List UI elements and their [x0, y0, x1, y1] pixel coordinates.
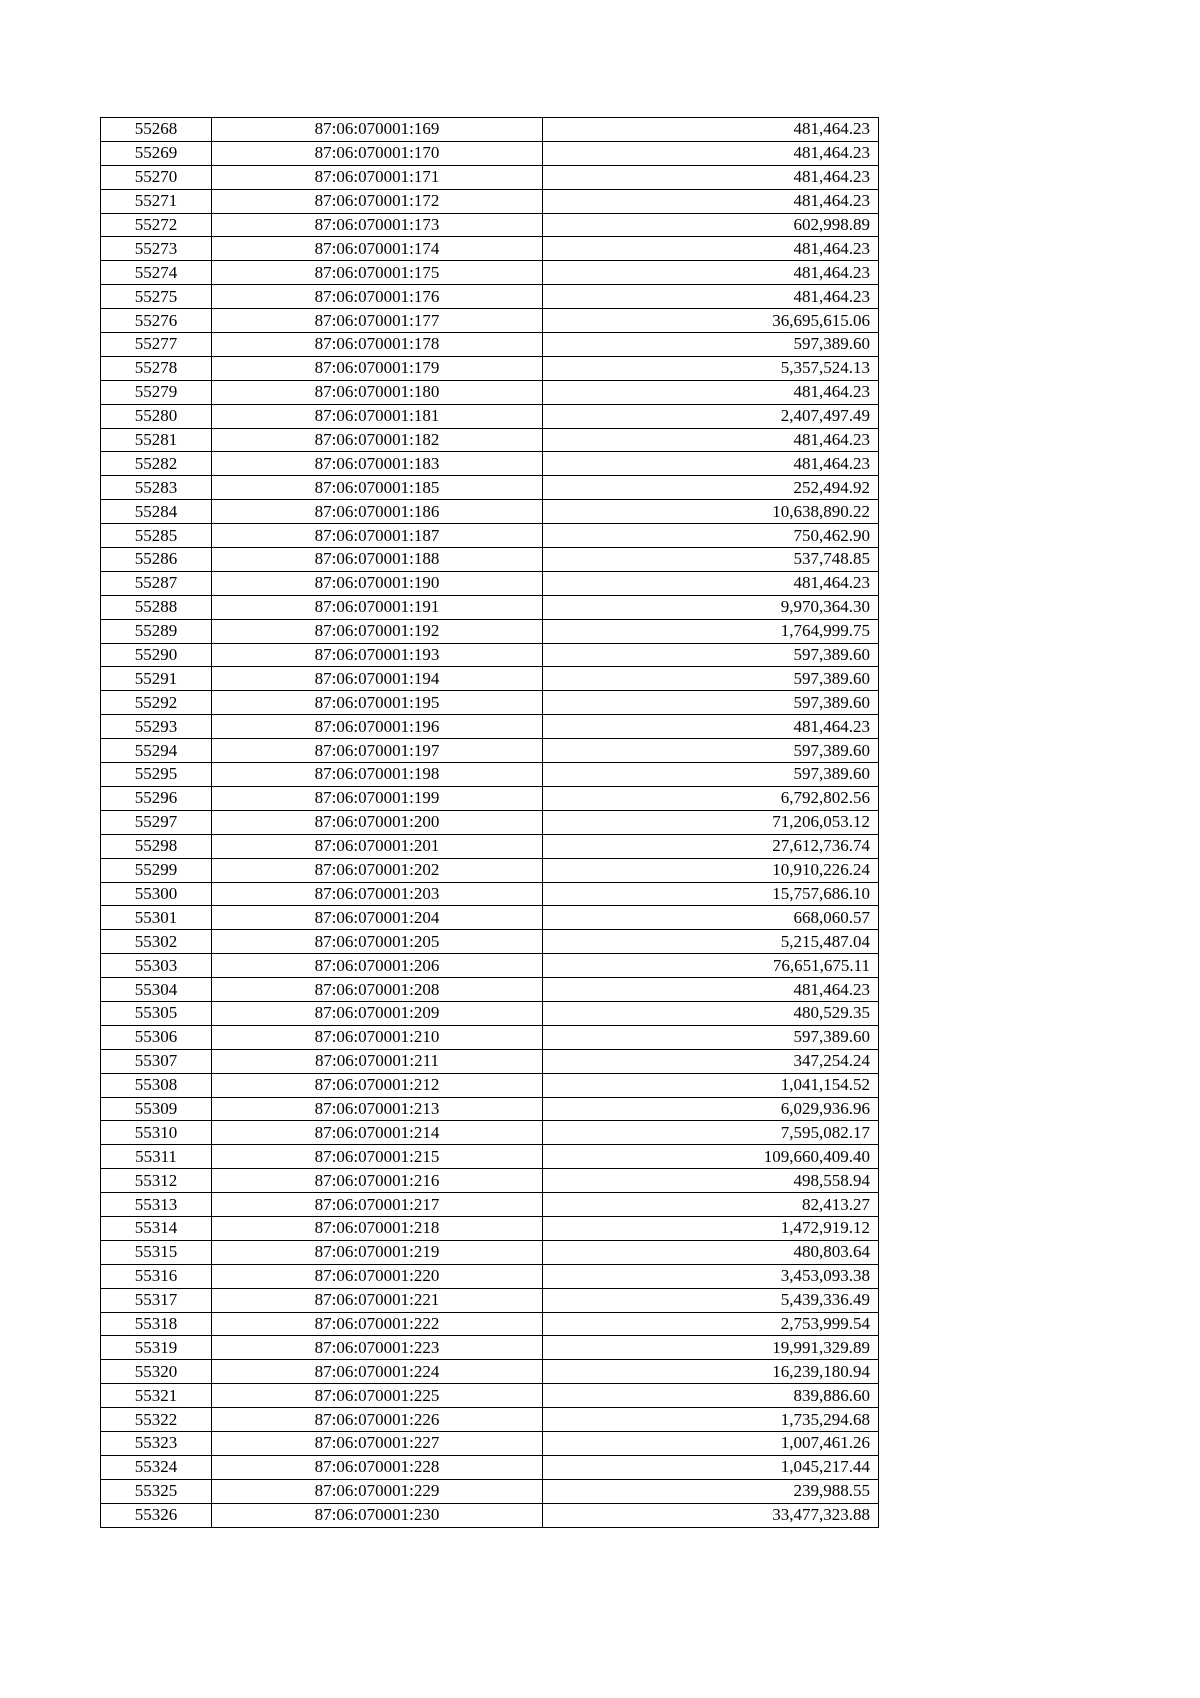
- row-number-cell: 55317: [101, 1288, 212, 1312]
- row-number-cell: 55285: [101, 524, 212, 548]
- value-cell: 5,215,487.04: [543, 930, 879, 954]
- value-cell: 1,764,999.75: [543, 619, 879, 643]
- cadastral-number-cell: 87:06:070001:227: [212, 1431, 543, 1455]
- table-row: [101, 309, 879, 333]
- value-cell: 597,389.60: [543, 643, 879, 667]
- table-row: [101, 1193, 879, 1217]
- cadastral-number-cell: 87:06:070001:195: [212, 691, 543, 715]
- value-cell: 481,464.23: [543, 452, 879, 476]
- row-number-cell: 55276: [101, 309, 212, 333]
- value-cell: 36,695,615.06: [543, 309, 879, 333]
- value-cell: 76,651,675.11: [543, 954, 879, 978]
- row-number-cell: 55271: [101, 189, 212, 213]
- value-cell: 839,886.60: [543, 1384, 879, 1408]
- table-row: [101, 834, 879, 858]
- cadastral-number-cell: 87:06:070001:209: [212, 1001, 543, 1025]
- table-row: [101, 1384, 879, 1408]
- cadastral-number-cell: 87:06:070001:230: [212, 1503, 543, 1527]
- cadastral-number-cell: 87:06:070001:216: [212, 1169, 543, 1193]
- cadastral-number-cell: 87:06:070001:190: [212, 571, 543, 595]
- value-cell: 10,638,890.22: [543, 500, 879, 524]
- cadastral-number-cell: 87:06:070001:203: [212, 882, 543, 906]
- table-row: [101, 237, 879, 261]
- value-cell: 480,529.35: [543, 1001, 879, 1025]
- value-cell: 597,389.60: [543, 739, 879, 763]
- value-cell: 481,464.23: [543, 571, 879, 595]
- row-number-cell: 55290: [101, 643, 212, 667]
- table-row: [101, 452, 879, 476]
- row-number-cell: 55312: [101, 1169, 212, 1193]
- row-number-cell: 55322: [101, 1408, 212, 1432]
- row-number-cell: 55292: [101, 691, 212, 715]
- table-row: [101, 118, 879, 142]
- row-number-cell: 55288: [101, 595, 212, 619]
- row-number-cell: 55325: [101, 1479, 212, 1503]
- cadastral-number-cell: 87:06:070001:224: [212, 1360, 543, 1384]
- table-row: [101, 1216, 879, 1240]
- table-row: [101, 1455, 879, 1479]
- table-row: [101, 1145, 879, 1169]
- value-cell: 239,988.55: [543, 1479, 879, 1503]
- value-cell: 2,407,497.49: [543, 404, 879, 428]
- row-number-cell: 55296: [101, 786, 212, 810]
- value-cell: 1,007,461.26: [543, 1431, 879, 1455]
- value-cell: 481,464.23: [543, 261, 879, 285]
- value-cell: 1,472,919.12: [543, 1216, 879, 1240]
- value-cell: 6,792,802.56: [543, 786, 879, 810]
- data-table: [100, 117, 879, 1528]
- cadastral-number-cell: 87:06:070001:201: [212, 834, 543, 858]
- table-row: [101, 1001, 879, 1025]
- cadastral-number-cell: 87:06:070001:169: [212, 118, 543, 142]
- value-cell: 5,357,524.13: [543, 356, 879, 380]
- table-row: [101, 954, 879, 978]
- table-row: [101, 595, 879, 619]
- row-number-cell: 55326: [101, 1503, 212, 1527]
- value-cell: 27,612,736.74: [543, 834, 879, 858]
- cadastral-number-cell: 87:06:070001:214: [212, 1121, 543, 1145]
- row-number-cell: 55314: [101, 1216, 212, 1240]
- value-cell: 597,389.60: [543, 667, 879, 691]
- row-number-cell: 55289: [101, 619, 212, 643]
- value-cell: 481,464.23: [543, 428, 879, 452]
- row-number-cell: 55321: [101, 1384, 212, 1408]
- table-row: [101, 548, 879, 572]
- cadastral-number-cell: 87:06:070001:192: [212, 619, 543, 643]
- cadastral-number-cell: 87:06:070001:181: [212, 404, 543, 428]
- table-row: [101, 1073, 879, 1097]
- row-number-cell: 55287: [101, 571, 212, 595]
- cadastral-number-cell: 87:06:070001:229: [212, 1479, 543, 1503]
- value-cell: 15,757,686.10: [543, 882, 879, 906]
- cadastral-number-cell: 87:06:070001:210: [212, 1025, 543, 1049]
- value-cell: 750,462.90: [543, 524, 879, 548]
- row-number-cell: 55324: [101, 1455, 212, 1479]
- row-number-cell: 55269: [101, 141, 212, 165]
- value-cell: 5,439,336.49: [543, 1288, 879, 1312]
- value-cell: 481,464.23: [543, 118, 879, 142]
- table-row: [101, 715, 879, 739]
- table-row: [101, 1503, 879, 1527]
- table-row: [101, 285, 879, 309]
- table-row: [101, 858, 879, 882]
- table-row: [101, 1431, 879, 1455]
- cadastral-number-cell: 87:06:070001:215: [212, 1145, 543, 1169]
- value-cell: 668,060.57: [543, 906, 879, 930]
- cadastral-number-cell: 87:06:070001:194: [212, 667, 543, 691]
- table-row: [101, 1360, 879, 1384]
- table-row: [101, 524, 879, 548]
- cadastral-number-cell: 87:06:070001:220: [212, 1264, 543, 1288]
- row-number-cell: 55306: [101, 1025, 212, 1049]
- table-row: [101, 930, 879, 954]
- row-number-cell: 55304: [101, 978, 212, 1002]
- cadastral-number-cell: 87:06:070001:198: [212, 763, 543, 787]
- value-cell: 6,029,936.96: [543, 1097, 879, 1121]
- table-row: [101, 333, 879, 357]
- row-number-cell: 55286: [101, 548, 212, 572]
- cadastral-number-cell: 87:06:070001:185: [212, 476, 543, 500]
- row-number-cell: 55308: [101, 1073, 212, 1097]
- row-number-cell: 55316: [101, 1264, 212, 1288]
- cadastral-number-cell: 87:06:070001:205: [212, 930, 543, 954]
- table-row: [101, 691, 879, 715]
- table-row: [101, 1240, 879, 1264]
- cadastral-number-cell: 87:06:070001:219: [212, 1240, 543, 1264]
- cadastral-number-cell: 87:06:070001:177: [212, 309, 543, 333]
- table-row: [101, 165, 879, 189]
- table-row: [101, 906, 879, 930]
- cadastral-number-cell: 87:06:070001:217: [212, 1193, 543, 1217]
- cadastral-number-cell: 87:06:070001:191: [212, 595, 543, 619]
- cadastral-number-cell: 87:06:070001:173: [212, 213, 543, 237]
- cadastral-number-cell: 87:06:070001:180: [212, 380, 543, 404]
- table-row: [101, 763, 879, 787]
- row-number-cell: 55319: [101, 1336, 212, 1360]
- cadastral-number-cell: 87:06:070001:178: [212, 333, 543, 357]
- cadastral-number-cell: 87:06:070001:221: [212, 1288, 543, 1312]
- row-number-cell: 55298: [101, 834, 212, 858]
- row-number-cell: 55275: [101, 285, 212, 309]
- row-number-cell: 55295: [101, 763, 212, 787]
- value-cell: 481,464.23: [543, 978, 879, 1002]
- row-number-cell: 55309: [101, 1097, 212, 1121]
- row-number-cell: 55320: [101, 1360, 212, 1384]
- table-row: [101, 1336, 879, 1360]
- value-cell: 481,464.23: [543, 715, 879, 739]
- row-number-cell: 55270: [101, 165, 212, 189]
- cadastral-number-cell: 87:06:070001:182: [212, 428, 543, 452]
- row-number-cell: 55300: [101, 882, 212, 906]
- row-number-cell: 55281: [101, 428, 212, 452]
- table-row: [101, 1312, 879, 1336]
- value-cell: 597,389.60: [543, 1025, 879, 1049]
- table-row: [101, 667, 879, 691]
- row-number-cell: 55305: [101, 1001, 212, 1025]
- table-row: [101, 141, 879, 165]
- table-row: [101, 978, 879, 1002]
- value-cell: 3,453,093.38: [543, 1264, 879, 1288]
- table-row: [101, 356, 879, 380]
- cadastral-number-cell: 87:06:070001:225: [212, 1384, 543, 1408]
- cadastral-number-cell: 87:06:070001:206: [212, 954, 543, 978]
- table-row: [101, 428, 879, 452]
- cadastral-number-cell: 87:06:070001:193: [212, 643, 543, 667]
- value-cell: 602,998.89: [543, 213, 879, 237]
- row-number-cell: 55299: [101, 858, 212, 882]
- value-cell: 2,753,999.54: [543, 1312, 879, 1336]
- cadastral-number-cell: 87:06:070001:170: [212, 141, 543, 165]
- table-row: [101, 261, 879, 285]
- row-number-cell: 55268: [101, 118, 212, 142]
- row-number-cell: 55323: [101, 1431, 212, 1455]
- cadastral-number-cell: 87:06:070001:174: [212, 237, 543, 261]
- row-number-cell: 55272: [101, 213, 212, 237]
- row-number-cell: 55303: [101, 954, 212, 978]
- value-cell: 481,464.23: [543, 380, 879, 404]
- cadastral-number-cell: 87:06:070001:183: [212, 452, 543, 476]
- value-cell: 19,991,329.89: [543, 1336, 879, 1360]
- table-row: [101, 1049, 879, 1073]
- cadastral-number-cell: 87:06:070001:213: [212, 1097, 543, 1121]
- value-cell: 1,045,217.44: [543, 1455, 879, 1479]
- table-row: [101, 189, 879, 213]
- cadastral-number-cell: 87:06:070001:211: [212, 1049, 543, 1073]
- table-row: [101, 1121, 879, 1145]
- value-cell: 33,477,323.88: [543, 1503, 879, 1527]
- table-row: [101, 404, 879, 428]
- row-number-cell: 55315: [101, 1240, 212, 1264]
- row-number-cell: 55278: [101, 356, 212, 380]
- row-number-cell: 55297: [101, 810, 212, 834]
- table-body: [101, 118, 879, 1528]
- value-cell: 7,595,082.17: [543, 1121, 879, 1145]
- value-cell: 252,494.92: [543, 476, 879, 500]
- cadastral-number-cell: 87:06:070001:171: [212, 165, 543, 189]
- row-number-cell: 55273: [101, 237, 212, 261]
- row-number-cell: 55311: [101, 1145, 212, 1169]
- cadastral-number-cell: 87:06:070001:197: [212, 739, 543, 763]
- value-cell: 82,413.27: [543, 1193, 879, 1217]
- cadastral-number-cell: 87:06:070001:200: [212, 810, 543, 834]
- table-row: [101, 739, 879, 763]
- table-row: [101, 1264, 879, 1288]
- value-cell: 597,389.60: [543, 333, 879, 357]
- table-row: [101, 571, 879, 595]
- value-cell: 597,389.60: [543, 691, 879, 715]
- value-cell: 10,910,226.24: [543, 858, 879, 882]
- cadastral-number-cell: 87:06:070001:176: [212, 285, 543, 309]
- row-number-cell: 55293: [101, 715, 212, 739]
- value-cell: 1,735,294.68: [543, 1408, 879, 1432]
- table-row: [101, 1169, 879, 1193]
- table-row: [101, 500, 879, 524]
- cadastral-number-cell: 87:06:070001:175: [212, 261, 543, 285]
- cadastral-number-cell: 87:06:070001:226: [212, 1408, 543, 1432]
- row-number-cell: 55301: [101, 906, 212, 930]
- cadastral-number-cell: 87:06:070001:199: [212, 786, 543, 810]
- table-row: [101, 882, 879, 906]
- table-row: [101, 1025, 879, 1049]
- cadastral-number-cell: 87:06:070001:223: [212, 1336, 543, 1360]
- value-cell: 481,464.23: [543, 141, 879, 165]
- table-row: [101, 786, 879, 810]
- value-cell: 71,206,053.12: [543, 810, 879, 834]
- table-row: [101, 476, 879, 500]
- cadastral-number-cell: 87:06:070001:218: [212, 1216, 543, 1240]
- row-number-cell: 55277: [101, 333, 212, 357]
- value-cell: 480,803.64: [543, 1240, 879, 1264]
- cadastral-number-cell: 87:06:070001:187: [212, 524, 543, 548]
- value-cell: 597,389.60: [543, 763, 879, 787]
- row-number-cell: 55283: [101, 476, 212, 500]
- table-row: [101, 643, 879, 667]
- row-number-cell: 55282: [101, 452, 212, 476]
- cadastral-number-cell: 87:06:070001:212: [212, 1073, 543, 1097]
- cadastral-number-cell: 87:06:070001:222: [212, 1312, 543, 1336]
- table-row: [101, 213, 879, 237]
- row-number-cell: 55274: [101, 261, 212, 285]
- cadastral-number-cell: 87:06:070001:179: [212, 356, 543, 380]
- value-cell: 537,748.85: [543, 548, 879, 572]
- cadastral-number-cell: 87:06:070001:188: [212, 548, 543, 572]
- cadastral-number-cell: 87:06:070001:204: [212, 906, 543, 930]
- row-number-cell: 55307: [101, 1049, 212, 1073]
- row-number-cell: 55318: [101, 1312, 212, 1336]
- row-number-cell: 55294: [101, 739, 212, 763]
- value-cell: 1,041,154.52: [543, 1073, 879, 1097]
- value-cell: 347,254.24: [543, 1049, 879, 1073]
- table-row: [101, 1408, 879, 1432]
- value-cell: 481,464.23: [543, 165, 879, 189]
- value-cell: 481,464.23: [543, 189, 879, 213]
- row-number-cell: 55280: [101, 404, 212, 428]
- cadastral-number-cell: 87:06:070001:172: [212, 189, 543, 213]
- row-number-cell: 55284: [101, 500, 212, 524]
- row-number-cell: 55279: [101, 380, 212, 404]
- cadastral-number-cell: 87:06:070001:196: [212, 715, 543, 739]
- value-cell: 9,970,364.30: [543, 595, 879, 619]
- cadastral-number-cell: 87:06:070001:186: [212, 500, 543, 524]
- row-number-cell: 55310: [101, 1121, 212, 1145]
- table-row: [101, 380, 879, 404]
- table-row: [101, 1288, 879, 1312]
- table-row: [101, 619, 879, 643]
- table-row: [101, 810, 879, 834]
- table-row: [101, 1097, 879, 1121]
- table-row: [101, 1479, 879, 1503]
- value-cell: 481,464.23: [543, 237, 879, 261]
- row-number-cell: 55302: [101, 930, 212, 954]
- cadastral-number-cell: 87:06:070001:208: [212, 978, 543, 1002]
- cadastral-number-cell: 87:06:070001:228: [212, 1455, 543, 1479]
- row-number-cell: 55313: [101, 1193, 212, 1217]
- value-cell: 481,464.23: [543, 285, 879, 309]
- value-cell: 109,660,409.40: [543, 1145, 879, 1169]
- row-number-cell: 55291: [101, 667, 212, 691]
- value-cell: 16,239,180.94: [543, 1360, 879, 1384]
- cadastral-number-cell: 87:06:070001:202: [212, 858, 543, 882]
- value-cell: 498,558.94: [543, 1169, 879, 1193]
